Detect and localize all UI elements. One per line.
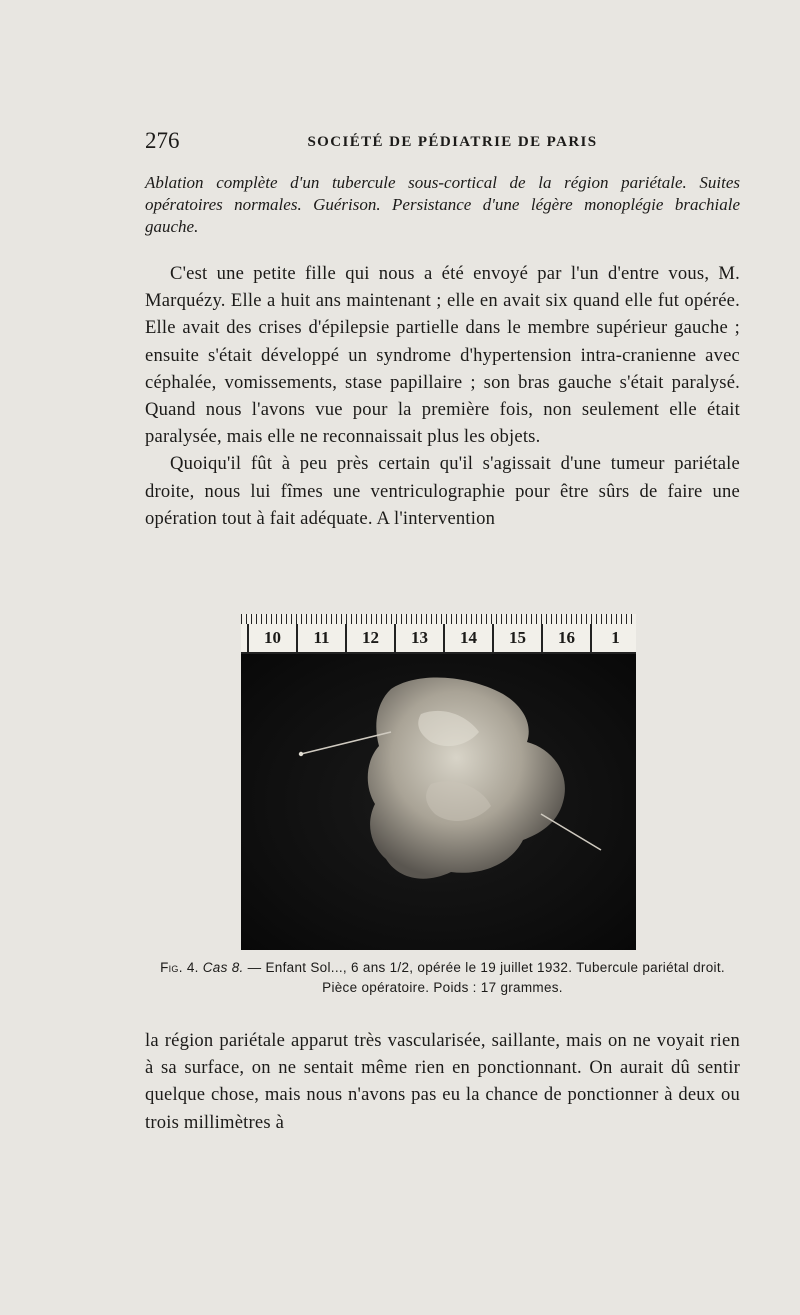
ruler-labels bbox=[247, 624, 636, 652]
ruler-label: 12 bbox=[345, 624, 394, 652]
page-number: 276 bbox=[145, 128, 180, 153]
figure-caption bbox=[145, 958, 740, 998]
specimen-image bbox=[241, 654, 636, 950]
tumor-specimen-photo bbox=[241, 654, 636, 950]
caption-label: Fig. 4. bbox=[160, 960, 199, 975]
ruler-label: 16 bbox=[541, 624, 590, 652]
running-title: SOCIÉTÉ DE PÉDIATRIE DE PARIS bbox=[307, 134, 598, 150]
ruler-scale bbox=[241, 614, 636, 654]
paragraph: la région pariétale apparut très vascularisée, saillante, mais on ne voyait rien à sa surface, on ne sentait même rien en ponctionnant. On aurait dû sentir quelque chose, mais nous n'avons pas eu la chance de ponctionner à deux ou trois millimètres à bbox=[145, 1030, 740, 1133]
page-header bbox=[145, 128, 740, 160]
body-text-after-figure bbox=[145, 1027, 740, 1136]
ruler-label: 1 bbox=[590, 624, 639, 652]
caption-text: — Enfant Sol..., 6 ans 1/2, opérée le 19 juillet 1932. Tubercule pariétal droit. Pièce opératoire. Poids : 17 grammes. bbox=[247, 960, 725, 995]
paragraph: C'est une petite fille qui nous a été envoyé par l'un d'entre vous, M. Marquézy. Elle a huit ans maintenant ; elle en avait six quand elle fut opérée. Elle avait des crises d'épilepsie partielle dans le membre supérieur gauche ; ensuite s'était développé un syndrome d'hypertension intra-cranienne avec céphalée, vomissements, stase papillaire ; son bras gauche s'était paralysé. Quand nous l'avons vue pour la première fois, non seulement elle était paralysée, mais elle ne reconnaissait plus les objets. bbox=[145, 263, 740, 448]
ruler-label: 14 bbox=[443, 624, 492, 652]
ruler-label: 10 bbox=[247, 624, 296, 652]
ruler-label: 15 bbox=[492, 624, 541, 652]
caption-case: Cas 8. bbox=[202, 960, 244, 975]
ruler-label: 11 bbox=[296, 624, 345, 652]
body-text-before-figure bbox=[145, 260, 740, 532]
figure-photograph bbox=[241, 614, 636, 950]
paragraph: Quoiqu'il fût à peu près certain qu'il s'agissait d'une tumeur pariétale droite, nous lui fîmes une ventriculographie pour être sûrs de faire une opération tout à fait adéquate. A l'intervention bbox=[145, 453, 740, 529]
case-abstract: Ablation complète d'un tubercule sous-cortical de la région pariétale. Suites opératoires normales. Guérison. Persistance d'une légère monoplégie brachiale gauche. bbox=[145, 173, 740, 236]
ruler-ticks bbox=[241, 614, 636, 624]
ruler-label: 13 bbox=[394, 624, 443, 652]
